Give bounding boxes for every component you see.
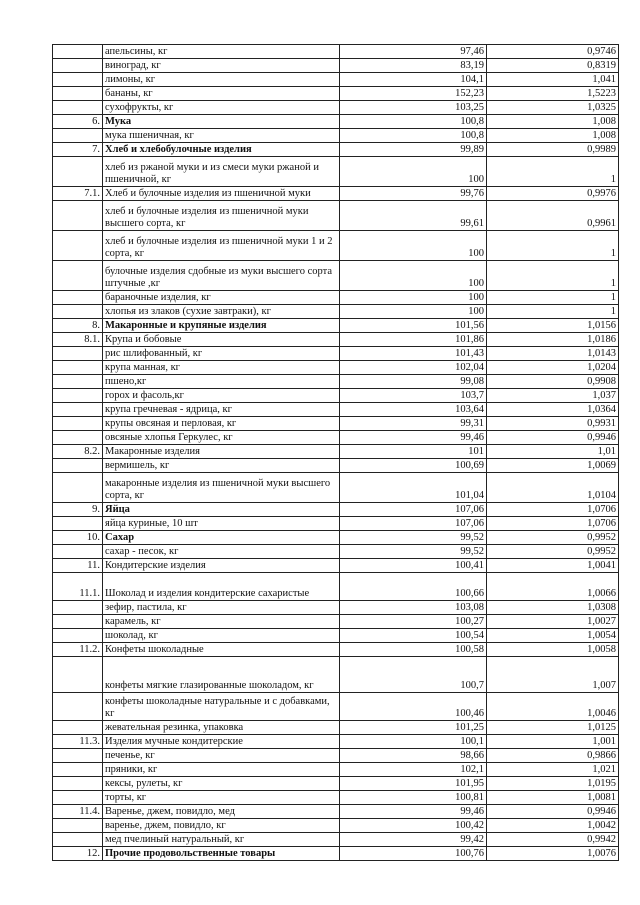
row-name: Хлеб и хлебобулочные изделия bbox=[103, 143, 340, 157]
row-name: виноград, кг bbox=[103, 59, 340, 73]
row-number bbox=[53, 693, 103, 721]
row-number bbox=[53, 201, 103, 231]
row-number: 11.1. bbox=[53, 573, 103, 601]
row-number: 6. bbox=[53, 115, 103, 129]
table-row bbox=[53, 417, 619, 431]
row-name: Варенье, джем, повидло, мед bbox=[103, 805, 340, 819]
row-number bbox=[53, 291, 103, 305]
row-index-coefficient: 0,9976 bbox=[487, 187, 619, 201]
row-index-percent: 83,19 bbox=[340, 59, 487, 73]
row-index-coefficient: 1,0081 bbox=[487, 791, 619, 805]
row-index-percent: 101,25 bbox=[340, 721, 487, 735]
table-row bbox=[53, 389, 619, 403]
table-row bbox=[53, 333, 619, 347]
row-index-percent: 99,61 bbox=[340, 201, 487, 231]
row-index-coefficient: 0,9746 bbox=[487, 45, 619, 59]
row-name: хлеб и булочные изделия из пшеничной муки 1 и 2 сорта, кг bbox=[103, 231, 340, 261]
table-row bbox=[53, 361, 619, 375]
row-index-percent: 99,42 bbox=[340, 833, 487, 847]
row-number: 11.3. bbox=[53, 735, 103, 749]
price-index-table bbox=[52, 44, 619, 861]
row-index-percent: 100 bbox=[340, 157, 487, 187]
row-number: 8.1. bbox=[53, 333, 103, 347]
table-row bbox=[53, 531, 619, 545]
row-number bbox=[53, 45, 103, 59]
row-index-coefficient: 1,008 bbox=[487, 129, 619, 143]
row-index-percent: 100 bbox=[340, 231, 487, 261]
row-index-percent: 101,56 bbox=[340, 319, 487, 333]
row-index-coefficient: 1,041 bbox=[487, 73, 619, 87]
row-name: Макаронные и крупяные изделия bbox=[103, 319, 340, 333]
row-index-percent: 99,52 bbox=[340, 545, 487, 559]
row-name: булочные изделия сдобные из муки высшего сорта штучные ,кг bbox=[103, 261, 340, 291]
row-name: овсяные хлопья Геркулес, кг bbox=[103, 431, 340, 445]
row-name: макаронные изделия из пшеничной муки высшего сорта, кг bbox=[103, 473, 340, 503]
row-name: Кондитерские изделия bbox=[103, 559, 340, 573]
row-number bbox=[53, 615, 103, 629]
row-name: хлопья из злаков (сухие завтраки), кг bbox=[103, 305, 340, 319]
row-index-coefficient: 0,8319 bbox=[487, 59, 619, 73]
row-number: 12. bbox=[53, 847, 103, 861]
row-index-coefficient: 1,0204 bbox=[487, 361, 619, 375]
row-index-percent: 152,23 bbox=[340, 87, 487, 101]
row-index-coefficient: 1,0706 bbox=[487, 517, 619, 531]
table-row bbox=[53, 201, 619, 231]
row-index-percent: 99,08 bbox=[340, 375, 487, 389]
row-number: 7. bbox=[53, 143, 103, 157]
row-number bbox=[53, 375, 103, 389]
row-index-percent: 98,66 bbox=[340, 749, 487, 763]
row-name: Прочие продовольственные товары bbox=[103, 847, 340, 861]
row-number bbox=[53, 473, 103, 503]
row-name: зефир, пастила, кг bbox=[103, 601, 340, 615]
table-row bbox=[53, 721, 619, 735]
row-index-coefficient: 1,0069 bbox=[487, 459, 619, 473]
row-index-percent: 100,81 bbox=[340, 791, 487, 805]
row-index-coefficient: 1,0027 bbox=[487, 615, 619, 629]
row-index-coefficient: 0,9961 bbox=[487, 201, 619, 231]
row-name: Хлеб и булочные изделия из пшеничной муки bbox=[103, 187, 340, 201]
row-number bbox=[53, 417, 103, 431]
row-number: 8.2. bbox=[53, 445, 103, 459]
row-name: кексы, рулеты, кг bbox=[103, 777, 340, 791]
row-number bbox=[53, 601, 103, 615]
row-number bbox=[53, 361, 103, 375]
row-name: варенье, джем, повидло, кг bbox=[103, 819, 340, 833]
row-index-percent: 101,43 bbox=[340, 347, 487, 361]
row-index-percent: 100,8 bbox=[340, 129, 487, 143]
table-row bbox=[53, 59, 619, 73]
table-row bbox=[53, 73, 619, 87]
row-index-percent: 103,08 bbox=[340, 601, 487, 615]
row-index-percent: 100,27 bbox=[340, 615, 487, 629]
table-row bbox=[53, 319, 619, 333]
row-index-coefficient: 1,01 bbox=[487, 445, 619, 459]
row-name: хлеб и булочные изделия из пшеничной муки высшего сорта, кг bbox=[103, 201, 340, 231]
row-name: сахар - песок, кг bbox=[103, 545, 340, 559]
table-row bbox=[53, 763, 619, 777]
row-index-coefficient: 0,9908 bbox=[487, 375, 619, 389]
table-row bbox=[53, 473, 619, 503]
row-name: бананы, кг bbox=[103, 87, 340, 101]
table-row bbox=[53, 643, 619, 657]
row-name: вермишель, кг bbox=[103, 459, 340, 473]
row-index-percent: 102,04 bbox=[340, 361, 487, 375]
table-row bbox=[53, 403, 619, 417]
table-row bbox=[53, 693, 619, 721]
row-index-coefficient: 0,9989 bbox=[487, 143, 619, 157]
row-name: сухофрукты, кг bbox=[103, 101, 340, 115]
row-number bbox=[53, 101, 103, 115]
table-row bbox=[53, 805, 619, 819]
row-name: хлеб из ржаной муки и из смеси муки ржаной и пшеничной, кг bbox=[103, 157, 340, 187]
row-number: 7.1. bbox=[53, 187, 103, 201]
table-body bbox=[53, 45, 619, 861]
row-index-coefficient: 1,0156 bbox=[487, 319, 619, 333]
row-index-coefficient: 1,0308 bbox=[487, 601, 619, 615]
row-name: мука пшеничная, кг bbox=[103, 129, 340, 143]
row-number: 9. bbox=[53, 503, 103, 517]
row-number: 11.4. bbox=[53, 805, 103, 819]
row-index-percent: 101 bbox=[340, 445, 487, 459]
row-name: бараночные изделия, кг bbox=[103, 291, 340, 305]
row-index-percent: 107,06 bbox=[340, 503, 487, 517]
row-index-coefficient: 0,9942 bbox=[487, 833, 619, 847]
table-row bbox=[53, 291, 619, 305]
row-index-coefficient: 1,0076 bbox=[487, 847, 619, 861]
table-row bbox=[53, 819, 619, 833]
row-name: горох и фасоль,кг bbox=[103, 389, 340, 403]
row-name: крупа манная, кг bbox=[103, 361, 340, 375]
table-row bbox=[53, 657, 619, 693]
row-index-coefficient: 1,021 bbox=[487, 763, 619, 777]
row-number bbox=[53, 459, 103, 473]
row-name: Макаронные изделия bbox=[103, 445, 340, 459]
row-name: Яйца bbox=[103, 503, 340, 517]
row-number: 11.2. bbox=[53, 643, 103, 657]
table-row bbox=[53, 129, 619, 143]
row-name: шоколад, кг bbox=[103, 629, 340, 643]
row-index-coefficient: 1,037 bbox=[487, 389, 619, 403]
table-row bbox=[53, 735, 619, 749]
row-index-coefficient: 1,0054 bbox=[487, 629, 619, 643]
row-number bbox=[53, 59, 103, 73]
row-index-coefficient: 1,0125 bbox=[487, 721, 619, 735]
row-index-coefficient: 1,0364 bbox=[487, 403, 619, 417]
table-row bbox=[53, 143, 619, 157]
row-index-percent: 100,46 bbox=[340, 693, 487, 721]
row-index-percent: 102,1 bbox=[340, 763, 487, 777]
row-index-percent: 99,31 bbox=[340, 417, 487, 431]
row-index-percent: 103,64 bbox=[340, 403, 487, 417]
row-index-coefficient: 0,9952 bbox=[487, 545, 619, 559]
row-number bbox=[53, 545, 103, 559]
row-index-coefficient: 1,0143 bbox=[487, 347, 619, 361]
row-index-coefficient: 1,0058 bbox=[487, 643, 619, 657]
table-row bbox=[53, 503, 619, 517]
row-name: конфеты мягкие глазированные шоколадом, кг bbox=[103, 657, 340, 693]
table-row bbox=[53, 187, 619, 201]
row-index-coefficient: 1,0066 bbox=[487, 573, 619, 601]
row-index-coefficient: 0,9866 bbox=[487, 749, 619, 763]
row-index-percent: 101,95 bbox=[340, 777, 487, 791]
table-row bbox=[53, 445, 619, 459]
row-index-percent: 104,1 bbox=[340, 73, 487, 87]
row-name: Шоколад и изделия кондитерские сахаристые bbox=[103, 573, 340, 601]
row-index-percent: 100,7 bbox=[340, 657, 487, 693]
row-number bbox=[53, 721, 103, 735]
table-row bbox=[53, 833, 619, 847]
table-row bbox=[53, 45, 619, 59]
row-name: печенье, кг bbox=[103, 749, 340, 763]
row-index-percent: 99,46 bbox=[340, 431, 487, 445]
row-name: крупы овсяная и перловая, кг bbox=[103, 417, 340, 431]
row-index-coefficient: 1 bbox=[487, 291, 619, 305]
row-index-coefficient: 0,9946 bbox=[487, 431, 619, 445]
row-name: Сахар bbox=[103, 531, 340, 545]
row-index-coefficient: 1,5223 bbox=[487, 87, 619, 101]
row-index-percent: 100,66 bbox=[340, 573, 487, 601]
table-row bbox=[53, 115, 619, 129]
row-index-coefficient: 1 bbox=[487, 261, 619, 291]
row-number bbox=[53, 157, 103, 187]
row-number bbox=[53, 749, 103, 763]
row-index-percent: 103,7 bbox=[340, 389, 487, 403]
table-row bbox=[53, 347, 619, 361]
row-index-percent: 99,52 bbox=[340, 531, 487, 545]
row-index-coefficient: 1,0041 bbox=[487, 559, 619, 573]
row-name: Конфеты шоколадные bbox=[103, 643, 340, 657]
row-name: жевательная резинка, упаковка bbox=[103, 721, 340, 735]
row-index-coefficient: 1,007 bbox=[487, 657, 619, 693]
row-index-percent: 100,41 bbox=[340, 559, 487, 573]
row-index-percent: 101,86 bbox=[340, 333, 487, 347]
table-row bbox=[53, 375, 619, 389]
row-number: 11. bbox=[53, 559, 103, 573]
table-row bbox=[53, 601, 619, 615]
row-name: карамель, кг bbox=[103, 615, 340, 629]
row-number bbox=[53, 347, 103, 361]
table-row bbox=[53, 305, 619, 319]
row-number bbox=[53, 389, 103, 403]
row-name: конфеты шоколадные натуральные и с добавками, кг bbox=[103, 693, 340, 721]
row-number bbox=[53, 629, 103, 643]
row-index-coefficient: 1 bbox=[487, 305, 619, 319]
row-index-percent: 100 bbox=[340, 291, 487, 305]
row-number bbox=[53, 833, 103, 847]
row-number bbox=[53, 231, 103, 261]
row-index-coefficient: 0,9946 bbox=[487, 805, 619, 819]
row-number: 10. bbox=[53, 531, 103, 545]
row-index-percent: 100,1 bbox=[340, 735, 487, 749]
row-number: 8. bbox=[53, 319, 103, 333]
row-name: лимоны, кг bbox=[103, 73, 340, 87]
row-index-coefficient: 1,0325 bbox=[487, 101, 619, 115]
row-number bbox=[53, 305, 103, 319]
row-index-coefficient: 1,008 bbox=[487, 115, 619, 129]
table-row bbox=[53, 615, 619, 629]
row-number bbox=[53, 87, 103, 101]
row-index-percent: 99,89 bbox=[340, 143, 487, 157]
row-number bbox=[53, 657, 103, 693]
row-index-coefficient: 1,0706 bbox=[487, 503, 619, 517]
table-row bbox=[53, 749, 619, 763]
row-index-coefficient: 1,0195 bbox=[487, 777, 619, 791]
row-index-coefficient: 1,0186 bbox=[487, 333, 619, 347]
row-index-percent: 100 bbox=[340, 261, 487, 291]
row-name: Мука bbox=[103, 115, 340, 129]
row-number bbox=[53, 431, 103, 445]
row-number bbox=[53, 517, 103, 531]
table-row bbox=[53, 777, 619, 791]
table-row bbox=[53, 791, 619, 805]
row-number bbox=[53, 791, 103, 805]
row-index-coefficient: 1,0104 bbox=[487, 473, 619, 503]
row-name: рис шлифованный, кг bbox=[103, 347, 340, 361]
row-name: яйца куриные, 10 шт bbox=[103, 517, 340, 531]
row-name: Изделия мучные кондитерские bbox=[103, 735, 340, 749]
row-name: Крупа и бобовые bbox=[103, 333, 340, 347]
row-number bbox=[53, 777, 103, 791]
row-name: пшено,кг bbox=[103, 375, 340, 389]
row-number bbox=[53, 819, 103, 833]
row-index-coefficient: 1,0046 bbox=[487, 693, 619, 721]
row-index-percent: 100 bbox=[340, 305, 487, 319]
row-number bbox=[53, 403, 103, 417]
row-name: пряники, кг bbox=[103, 763, 340, 777]
row-index-percent: 103,25 bbox=[340, 101, 487, 115]
table-row bbox=[53, 87, 619, 101]
table-row bbox=[53, 847, 619, 861]
row-number bbox=[53, 129, 103, 143]
row-name: крупа гречневая - ядрица, кг bbox=[103, 403, 340, 417]
table-row bbox=[53, 157, 619, 187]
table-row bbox=[53, 517, 619, 531]
row-index-percent: 101,04 bbox=[340, 473, 487, 503]
row-index-coefficient: 1 bbox=[487, 157, 619, 187]
row-index-coefficient: 0,9952 bbox=[487, 531, 619, 545]
row-name: апельсины, кг bbox=[103, 45, 340, 59]
table-row bbox=[53, 559, 619, 573]
table-row bbox=[53, 573, 619, 601]
row-index-percent: 100,54 bbox=[340, 629, 487, 643]
row-index-percent: 100,69 bbox=[340, 459, 487, 473]
row-number bbox=[53, 763, 103, 777]
row-index-percent: 97,46 bbox=[340, 45, 487, 59]
row-number bbox=[53, 73, 103, 87]
row-number bbox=[53, 261, 103, 291]
row-index-percent: 100,58 bbox=[340, 643, 487, 657]
table-row bbox=[53, 459, 619, 473]
row-index-percent: 99,76 bbox=[340, 187, 487, 201]
table-row bbox=[53, 431, 619, 445]
row-index-coefficient: 0,9931 bbox=[487, 417, 619, 431]
table-row bbox=[53, 261, 619, 291]
table-row bbox=[53, 101, 619, 115]
table-row bbox=[53, 231, 619, 261]
row-index-coefficient: 1,001 bbox=[487, 735, 619, 749]
row-index-percent: 99,46 bbox=[340, 805, 487, 819]
row-index-percent: 107,06 bbox=[340, 517, 487, 531]
table-row bbox=[53, 629, 619, 643]
row-name: торты, кг bbox=[103, 791, 340, 805]
row-name: мед пчелиный натуральный, кг bbox=[103, 833, 340, 847]
row-index-percent: 100,8 bbox=[340, 115, 487, 129]
table-row bbox=[53, 545, 619, 559]
row-index-coefficient: 1 bbox=[487, 231, 619, 261]
row-index-percent: 100,42 bbox=[340, 819, 487, 833]
row-index-percent: 100,76 bbox=[340, 847, 487, 861]
row-index-coefficient: 1,0042 bbox=[487, 819, 619, 833]
